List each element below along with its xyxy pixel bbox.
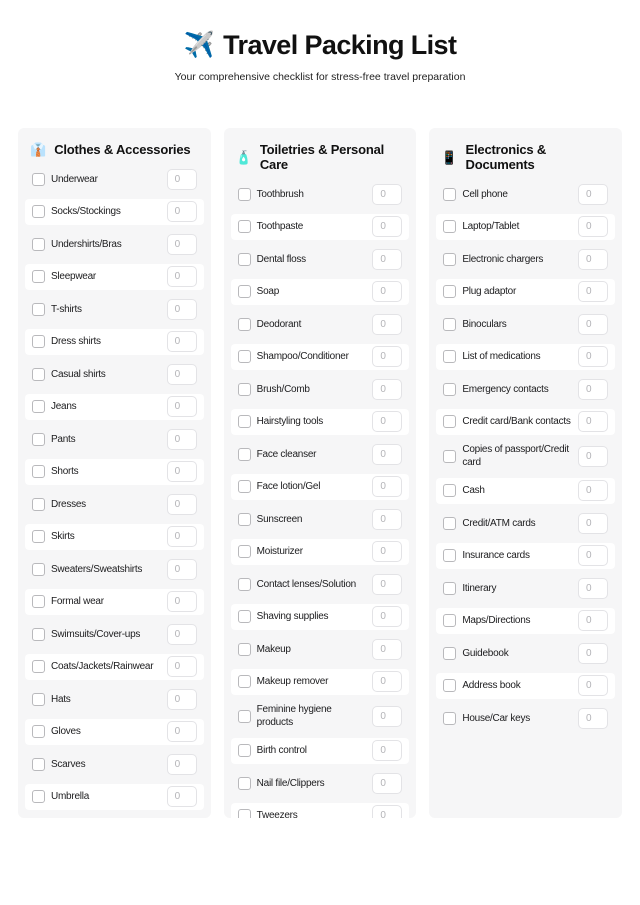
item-quantity-input[interactable]: [578, 281, 608, 302]
item-quantity-input[interactable]: [167, 656, 197, 677]
item-label: Soap: [256, 286, 280, 297]
checklist-item: [231, 344, 410, 370]
item-checkbox[interactable]: [443, 253, 456, 266]
item-quantity-input[interactable]: [578, 480, 608, 501]
section-title: Electronics & Documents: [465, 142, 547, 172]
item-quantity-input[interactable]: [578, 675, 608, 696]
item-label: Makeup remover: [256, 676, 329, 687]
item-quantity-input[interactable]: [167, 461, 197, 482]
checklist-toiletries: [224, 181, 417, 818]
item-quantity-input[interactable]: [167, 721, 197, 742]
item-checkbox[interactable]: [238, 809, 251, 818]
checklist-item: [25, 199, 204, 225]
necktie-icon: 👔: [30, 142, 47, 157]
checklist-item: [231, 571, 410, 597]
item-checkbox[interactable]: [238, 675, 251, 688]
checklist-item: [436, 344, 615, 370]
item-quantity-input[interactable]: [372, 346, 402, 367]
item-label: Tweezers: [256, 810, 298, 818]
checklist-item: [25, 719, 204, 745]
item-quantity-input[interactable]: [372, 773, 402, 794]
item-quantity-input[interactable]: [578, 610, 608, 631]
item-label: Jeans: [51, 401, 77, 412]
item-checkbox[interactable]: [238, 480, 251, 493]
item-checkbox[interactable]: [238, 710, 251, 723]
item-checkbox[interactable]: [443, 484, 456, 497]
item-quantity-input[interactable]: [578, 446, 608, 467]
airplane-icon: ✈️: [183, 31, 215, 59]
item-label: Cell phone: [462, 188, 508, 200]
checklist-item: [436, 640, 615, 666]
item-checkbox[interactable]: [238, 448, 251, 461]
section-title: Clothes & Accessories: [54, 142, 191, 157]
item-checkbox[interactable]: [238, 513, 251, 526]
checklist-item: [231, 738, 410, 764]
mobile-phone-icon: 📱: [441, 149, 458, 165]
item-checkbox[interactable]: [238, 643, 251, 656]
item-quantity-input[interactable]: [372, 184, 402, 205]
checklist-item: [436, 608, 615, 634]
item-label: Dental floss: [256, 253, 306, 265]
item-checkbox[interactable]: [32, 173, 45, 186]
item-checkbox[interactable]: [32, 563, 45, 576]
item-quantity-input[interactable]: [578, 545, 608, 566]
item-quantity-input[interactable]: [372, 314, 402, 335]
item-checkbox[interactable]: [238, 777, 251, 790]
item-label: Gloves: [51, 726, 81, 737]
item-label: List of medications: [462, 351, 541, 362]
item-quantity-input[interactable]: [167, 266, 197, 287]
checklist-item: [231, 636, 410, 662]
item-label: Birth control: [256, 745, 307, 756]
section-panel-electronics: [429, 128, 622, 818]
item-label: Face cleanser: [256, 448, 317, 460]
item-label: Binoculars: [462, 318, 507, 330]
item-checkbox[interactable]: [443, 517, 456, 530]
item-quantity-input[interactable]: [578, 216, 608, 237]
item-checkbox[interactable]: [443, 285, 456, 298]
item-quantity-input[interactable]: [578, 513, 608, 534]
item-checkbox[interactable]: [443, 582, 456, 595]
item-quantity-input[interactable]: [372, 476, 402, 497]
checklist-clothes: [18, 166, 211, 810]
item-quantity-input[interactable]: [578, 346, 608, 367]
item-quantity-input[interactable]: [372, 541, 402, 562]
item-checkbox[interactable]: [32, 530, 45, 543]
checklist-item: [25, 426, 204, 452]
item-quantity-input[interactable]: [167, 526, 197, 547]
item-quantity-input[interactable]: [578, 643, 608, 664]
item-checkbox[interactable]: [238, 415, 251, 428]
item-label: Dress shirts: [51, 336, 101, 347]
item-label: Shorts: [51, 466, 79, 477]
item-checkbox[interactable]: [443, 415, 456, 428]
item-label: Socks/Stockings: [51, 206, 121, 217]
item-checkbox[interactable]: [238, 318, 251, 331]
checklist-item: [231, 246, 410, 272]
item-checkbox[interactable]: [32, 433, 45, 446]
item-checkbox[interactable]: [32, 400, 45, 413]
item-quantity-input[interactable]: [372, 706, 402, 727]
checklist-item: [25, 394, 204, 420]
checklist-item: [25, 491, 204, 517]
item-quantity-input[interactable]: [167, 201, 197, 222]
item-checkbox[interactable]: [443, 614, 456, 627]
section-panel-clothes: [18, 128, 211, 818]
item-checkbox[interactable]: [32, 660, 45, 673]
item-quantity-input[interactable]: [167, 299, 197, 320]
item-checkbox[interactable]: [238, 220, 251, 233]
item-quantity-input[interactable]: [372, 805, 402, 818]
item-label: Swimsuits/Cover-ups: [51, 628, 141, 640]
checklist-item: [25, 686, 204, 712]
item-quantity-input[interactable]: [372, 671, 402, 692]
item-checkbox[interactable]: [238, 188, 251, 201]
item-quantity-input[interactable]: [372, 740, 402, 761]
item-label: T-shirts: [51, 303, 82, 315]
item-checkbox[interactable]: [32, 465, 45, 478]
section-panel-toiletries: [224, 128, 417, 818]
item-quantity-input[interactable]: [372, 509, 402, 530]
item-quantity-input[interactable]: [167, 169, 197, 190]
item-checkbox[interactable]: [443, 450, 456, 463]
item-label: Hats: [51, 693, 71, 705]
item-quantity-input[interactable]: [167, 786, 197, 807]
item-checkbox[interactable]: [32, 303, 45, 316]
item-checkbox[interactable]: [238, 285, 251, 298]
checklist-item: [231, 376, 410, 402]
checklist-item: [436, 214, 615, 240]
item-label: Guidebook: [462, 647, 509, 659]
checklist-item: [231, 409, 410, 435]
item-label: Contact lenses/Solution: [256, 578, 356, 590]
item-checkbox[interactable]: [443, 220, 456, 233]
item-checkbox[interactable]: [238, 253, 251, 266]
item-checkbox[interactable]: [443, 350, 456, 363]
item-label: Itinerary: [462, 582, 497, 594]
item-quantity-input[interactable]: [578, 708, 608, 729]
item-label: Credit card/Bank contacts: [462, 416, 571, 427]
page-subtitle: Your comprehensive checklist for stress-free travel preparation: [174, 71, 466, 83]
item-label: Hairstyling tools: [256, 416, 324, 427]
item-quantity-input[interactable]: [372, 411, 402, 432]
page-title-text: Travel Packing List: [223, 30, 457, 60]
checklist-item: [25, 264, 204, 290]
item-label: Plug adaptor: [462, 286, 517, 297]
checklist-item: [436, 181, 615, 207]
item-quantity-input[interactable]: [578, 411, 608, 432]
item-label: Copies of passport/Credit card: [462, 444, 569, 468]
item-label: House/Car keys: [462, 712, 530, 724]
item-label: Toothpaste: [256, 221, 304, 232]
checklist-item: [436, 478, 615, 504]
item-checkbox[interactable]: [32, 725, 45, 738]
item-label: Pants: [51, 433, 76, 445]
checklist-item: [25, 296, 204, 322]
item-checkbox[interactable]: [443, 647, 456, 660]
item-label: Laptop/Tablet: [462, 221, 520, 232]
item-quantity-input[interactable]: [578, 379, 608, 400]
item-checkbox[interactable]: [238, 744, 251, 757]
checklist-item: [436, 246, 615, 272]
item-quantity-input[interactable]: [167, 364, 197, 385]
checklist-item: [436, 543, 615, 569]
item-checkbox[interactable]: [443, 549, 456, 562]
checklist-item: [231, 181, 410, 207]
checklist-item: [231, 506, 410, 532]
item-label: Insurance cards: [462, 550, 530, 561]
item-quantity-input[interactable]: [578, 249, 608, 270]
item-quantity-input[interactable]: [372, 606, 402, 627]
item-label: Shampoo/Conditioner: [256, 351, 349, 362]
item-label: Address book: [462, 680, 521, 691]
checklist-item: [231, 770, 410, 796]
item-checkbox[interactable]: [32, 758, 45, 771]
item-quantity-input[interactable]: [578, 578, 608, 599]
item-checkbox[interactable]: [32, 368, 45, 381]
checklist-item: [25, 784, 204, 810]
checklist-item: [231, 474, 410, 500]
item-checkbox[interactable]: [32, 238, 45, 251]
item-label: Maps/Directions: [462, 615, 531, 626]
item-checkbox[interactable]: [32, 205, 45, 218]
checklist-item: [25, 621, 204, 647]
item-label: Emergency contacts: [462, 383, 549, 395]
checklist-item: [231, 214, 410, 240]
section-title: Toiletries & Personal Care: [259, 142, 385, 172]
item-checkbox[interactable]: [238, 350, 251, 363]
item-label: Skirts: [51, 531, 75, 542]
item-quantity-input[interactable]: [372, 444, 402, 465]
item-quantity-input[interactable]: [167, 591, 197, 612]
checklist-item: [25, 329, 204, 355]
checklist-item: [436, 376, 615, 402]
lotion-bottle-icon: 🧴: [235, 149, 252, 165]
page-header: [0, 0, 640, 83]
checklist-item: [25, 459, 204, 485]
checklist-item: [25, 166, 204, 192]
item-label: Formal wear: [51, 596, 104, 607]
item-quantity-input[interactable]: [167, 494, 197, 515]
item-checkbox[interactable]: [32, 790, 45, 803]
item-quantity-input[interactable]: [167, 234, 197, 255]
checklist-item: [231, 604, 410, 630]
item-quantity-input[interactable]: [372, 574, 402, 595]
item-label: Makeup: [256, 643, 291, 655]
item-label: Deodorant: [256, 318, 302, 330]
checklist-item: [25, 556, 204, 582]
item-checkbox[interactable]: [443, 679, 456, 692]
item-checkbox[interactable]: [32, 335, 45, 348]
checklist-item: [436, 673, 615, 699]
page-title: [0, 30, 640, 61]
item-label: Toothbrush: [256, 188, 304, 200]
item-quantity-input[interactable]: [167, 689, 197, 710]
checklist-item: [436, 510, 615, 536]
checklist-item: [25, 524, 204, 550]
checklist-item: [231, 803, 410, 819]
item-label: Brush/Comb: [256, 383, 310, 395]
item-label: Underwear: [51, 173, 98, 185]
checklist-item: [25, 654, 204, 680]
item-quantity-input[interactable]: [167, 429, 197, 450]
item-checkbox[interactable]: [32, 628, 45, 641]
checklist-item: [436, 409, 615, 435]
item-checkbox[interactable]: [32, 595, 45, 608]
checklist-item: [436, 575, 615, 601]
item-quantity-input[interactable]: [578, 314, 608, 335]
item-label: Dresses: [51, 498, 86, 510]
checklist-item: [25, 231, 204, 257]
checklist-item: [231, 669, 410, 695]
checklist-item: [436, 441, 615, 471]
checklist-columns: [0, 128, 640, 818]
item-quantity-input[interactable]: [372, 379, 402, 400]
item-label: Shaving supplies: [256, 611, 329, 622]
item-label: Moisturizer: [256, 546, 303, 557]
item-label: Nail file/Clippers: [256, 777, 325, 789]
section-header-clothes: [18, 128, 211, 166]
item-label: Feminine hygiene products: [256, 704, 332, 728]
checklist-item: [231, 311, 410, 337]
item-label: Electronic chargers: [462, 253, 544, 265]
section-header-toiletries: [224, 128, 417, 181]
item-checkbox[interactable]: [32, 498, 45, 511]
item-checkbox[interactable]: [443, 383, 456, 396]
checklist-item: [436, 311, 615, 337]
item-label: Undershirts/Bras: [51, 238, 122, 250]
item-quantity-input[interactable]: [167, 396, 197, 417]
item-label: Sunscreen: [256, 513, 303, 525]
item-quantity-input[interactable]: [167, 624, 197, 645]
checklist-item: [231, 701, 410, 731]
item-checkbox[interactable]: [238, 545, 251, 558]
checklist-item: [436, 279, 615, 305]
item-checkbox[interactable]: [32, 693, 45, 706]
item-quantity-input[interactable]: [167, 754, 197, 775]
item-quantity-input[interactable]: [372, 281, 402, 302]
item-quantity-input[interactable]: [578, 184, 608, 205]
item-quantity-input[interactable]: [167, 559, 197, 580]
section-header-electronics: [429, 128, 622, 181]
checklist-item: [436, 705, 615, 731]
checklist-item: [25, 589, 204, 615]
checklist-item: [231, 539, 410, 565]
checklist-item: [25, 361, 204, 387]
item-label: Cash: [462, 485, 485, 496]
checklist-item: [231, 441, 410, 467]
item-label: Face lotion/Gel: [256, 481, 321, 492]
item-checkbox[interactable]: [238, 610, 251, 623]
item-quantity-input[interactable]: [372, 639, 402, 660]
checklist-item: [25, 751, 204, 777]
item-checkbox[interactable]: [32, 270, 45, 283]
item-label: Casual shirts: [51, 368, 106, 380]
item-checkbox[interactable]: [443, 318, 456, 331]
item-checkbox[interactable]: [238, 383, 251, 396]
item-checkbox[interactable]: [238, 578, 251, 591]
checklist-electronics: [429, 181, 622, 731]
item-quantity-input[interactable]: [372, 249, 402, 270]
item-label: Sweaters/Sweatshirts: [51, 563, 143, 575]
item-label: Coats/Jackets/Rainwear: [51, 661, 154, 672]
item-checkbox[interactable]: [443, 188, 456, 201]
item-label: Scarves: [51, 758, 86, 770]
item-label: Sleepwear: [51, 271, 97, 282]
checklist-item: [231, 279, 410, 305]
item-label: Umbrella: [51, 791, 90, 802]
item-quantity-input[interactable]: [372, 216, 402, 237]
item-checkbox[interactable]: [443, 712, 456, 725]
item-quantity-input[interactable]: [167, 331, 197, 352]
item-label: Credit/ATM cards: [462, 517, 536, 529]
